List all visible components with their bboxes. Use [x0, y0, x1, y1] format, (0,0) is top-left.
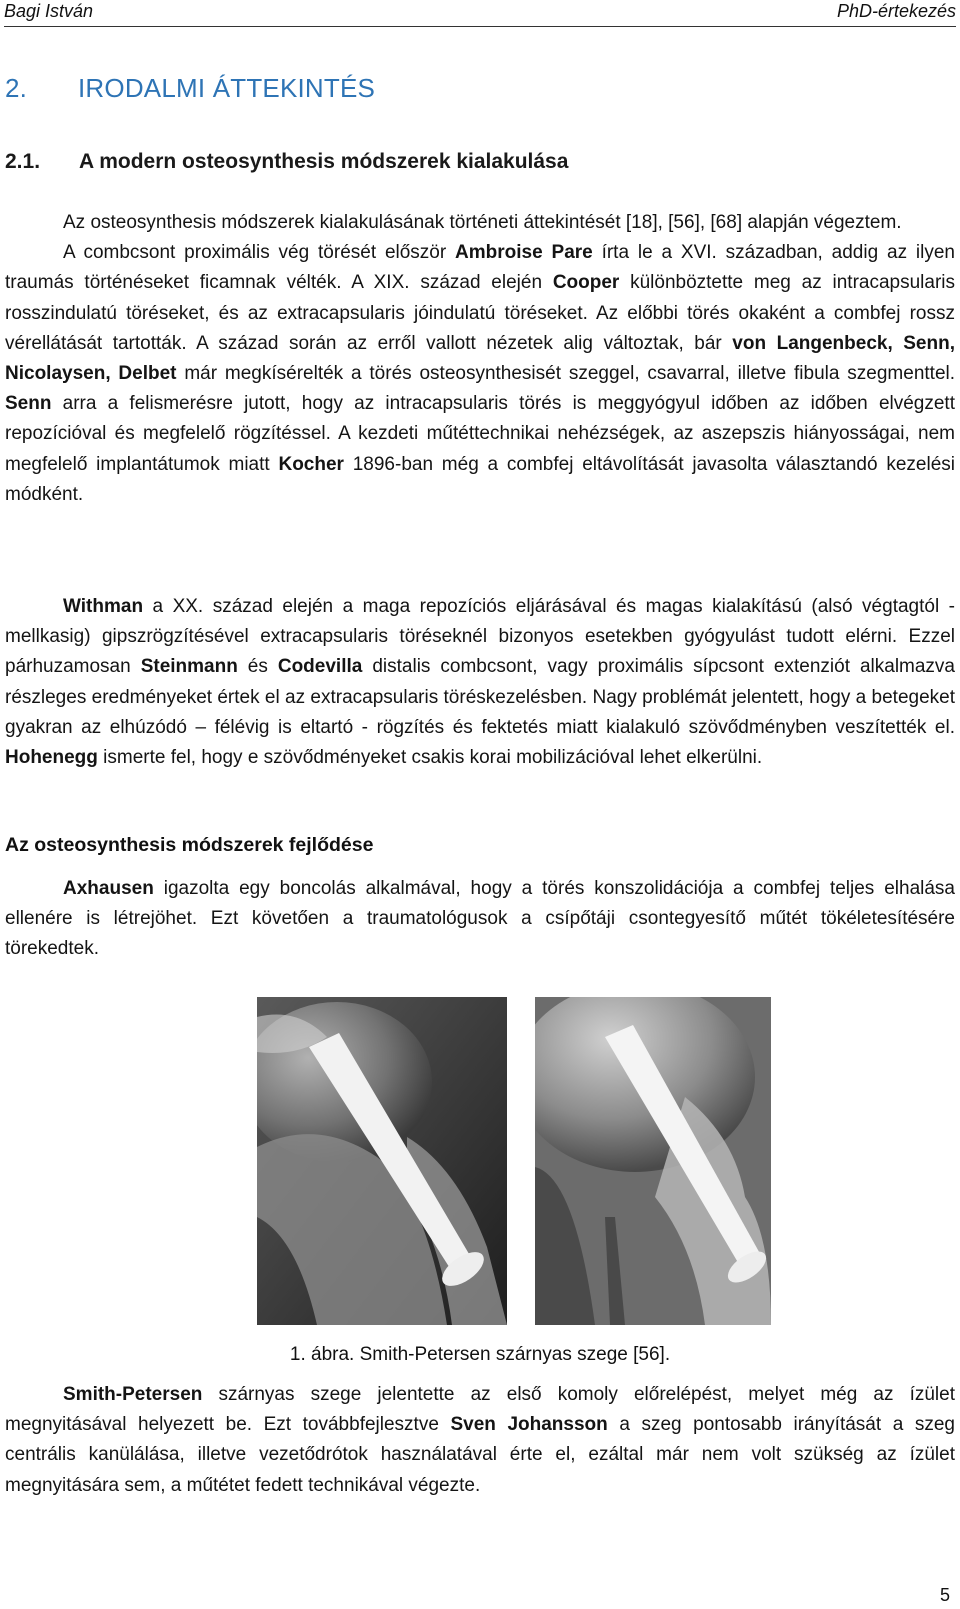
- p2-text-6: 1896-ban még a combfej eltávolítását javasolta választandó kezelési módként.: [5, 453, 955, 505]
- subsection-title: A modern osteosynthesis módszerek kialakulása: [79, 150, 569, 173]
- section-title: IRODALMI ÁTTEKINTÉS: [78, 73, 376, 103]
- subheading-development: Az osteosynthesis módszerek fejlődése: [5, 834, 374, 856]
- p4-name-axhausen: Axhausen: [63, 878, 154, 899]
- subsection-heading: [5, 150, 568, 174]
- body-block-1: [5, 208, 955, 510]
- p3-text-1: a XX. század elején a maga repozíciós eljárásával és magas kialakítású (alsó végtagtól - mellkasig) gipszrögzítésével extracapsularis töréseknél bizonyos esetekben gyógyulást tudott elérni. Ezzel párhuzamosan: [5, 596, 955, 678]
- p2-text-1: A combcsont proximális vég törését először: [63, 242, 456, 264]
- p3-name-withman: Withman: [63, 596, 144, 617]
- p2-name-pare: Ambroise Pare: [455, 242, 593, 264]
- p5-name-smith-petersen: Smith-Petersen: [63, 1384, 203, 1405]
- x-ray-right-image: [535, 997, 771, 1325]
- paragraph-5: [5, 1380, 955, 1501]
- section-heading: [5, 73, 375, 104]
- p2-name-cooper: Cooper: [552, 272, 620, 294]
- paragraph-4: [5, 874, 955, 965]
- p2-text-5: arra a felismerésre jutott, hogy az intracapsularis törés is meggyógyul időben az időben elvégzett repozícióval és megfelelő rögzítéssel. A kezdeti műtéttechnikai nehézségek, az aszepszis hiányosságai, nem megfelelő implantátumok miatt: [5, 393, 955, 475]
- body-block-3: [5, 874, 955, 965]
- page-number: 5: [939, 1585, 950, 1605]
- p5-name-johansson: Sven Johansson: [450, 1414, 608, 1436]
- p2-text-4: már megkísérelték a törés osteosynthesisét szeggel, csavarral, illetve fibula szegmenttel.: [176, 363, 956, 385]
- section-number: 2.: [5, 73, 28, 103]
- p3-name-codevilla: Codevilla: [277, 656, 363, 678]
- body-block-4: [5, 1380, 955, 1501]
- p4-text-1: igazolta egy boncolás alkalmával, hogy a törés konszolidációja a combfej teljes elhalása ellenére is létrejöhet. Ezt követően a traumatológusok a csípőtáji csontegyesítő műtét tökéletesítésére törekedtek.: [5, 878, 955, 960]
- figure-caption: 1. ábra. Smith-Petersen szárnyas szege [56].: [289, 1344, 671, 1365]
- page-header: [4, 0, 956, 27]
- p3-text-4: ismerte fel, hogy e szövődményeket csakis korai mobilizációval lehet elkerülni.: [97, 747, 763, 769]
- p2-name-kocher: Kocher: [278, 453, 344, 475]
- p2-names-group: von Langenbeck, Senn, Nicolaysen, Delbet: [5, 332, 955, 385]
- p3-name-hohenegg: Hohenegg: [5, 747, 98, 769]
- header-author: Bagi István: [4, 1, 94, 21]
- p2-text-3: különböztette meg az intracapsularis rosszindulatú töréseket, és az extracapsularis jóindulatú töréseket. Az előbbi törés okaként a combfej rossz vérellátását tartották. A század során az erről vallott nézetek alig változtak, bár: [5, 272, 956, 354]
- p2-text-2: írta le a XVI. században, addig az ilyen traumás történéseket ficamnak vélték. A XIX. század elején: [5, 242, 955, 294]
- p3-name-steinmann: Steinmann: [140, 656, 238, 678]
- paragraph-2: [5, 238, 955, 510]
- x-ray-left-image: [257, 997, 507, 1325]
- paragraph-1: Az osteosynthesis módszerek kialakulásának történeti áttekintését [18], [56], [68] alapján végeztem.: [63, 212, 902, 233]
- p2-name-senn: Senn: [5, 393, 52, 415]
- p5-text-2: a szeg pontosabb irányítását a szeg centrális kanülálása, illetve vezetődrótok használatával érte el, ezáltal már nem volt szükség az ízület megnyitására sem, a műtétet fedett technikával végezte.: [5, 1414, 955, 1496]
- p3-text-2: és: [237, 656, 278, 678]
- subsection-number: 2.1.: [5, 150, 41, 173]
- body-block-2: [5, 592, 955, 773]
- header-document-type: PhD-értekezés: [836, 1, 956, 21]
- p5-text-1: szárnyas szege jelentette az első komoly előrelépést, melyet még az ízület megnyitásával helyezett be. Ezt továbbfejlesztve: [5, 1384, 955, 1436]
- paragraph-3: [5, 592, 955, 773]
- p3-text-3: distalis combcsont, vagy proximális sípcsont extenziót alkalmazva részleges eredményeket értek el az extracapsularis töréskezelésben. Nagy problémát jelentett, hogy a betegeket gyakran az elhúzódó – félévig is eltartó - rögzítés és fektetés miatt kialakuló szövődményben veszítették el.: [5, 656, 955, 738]
